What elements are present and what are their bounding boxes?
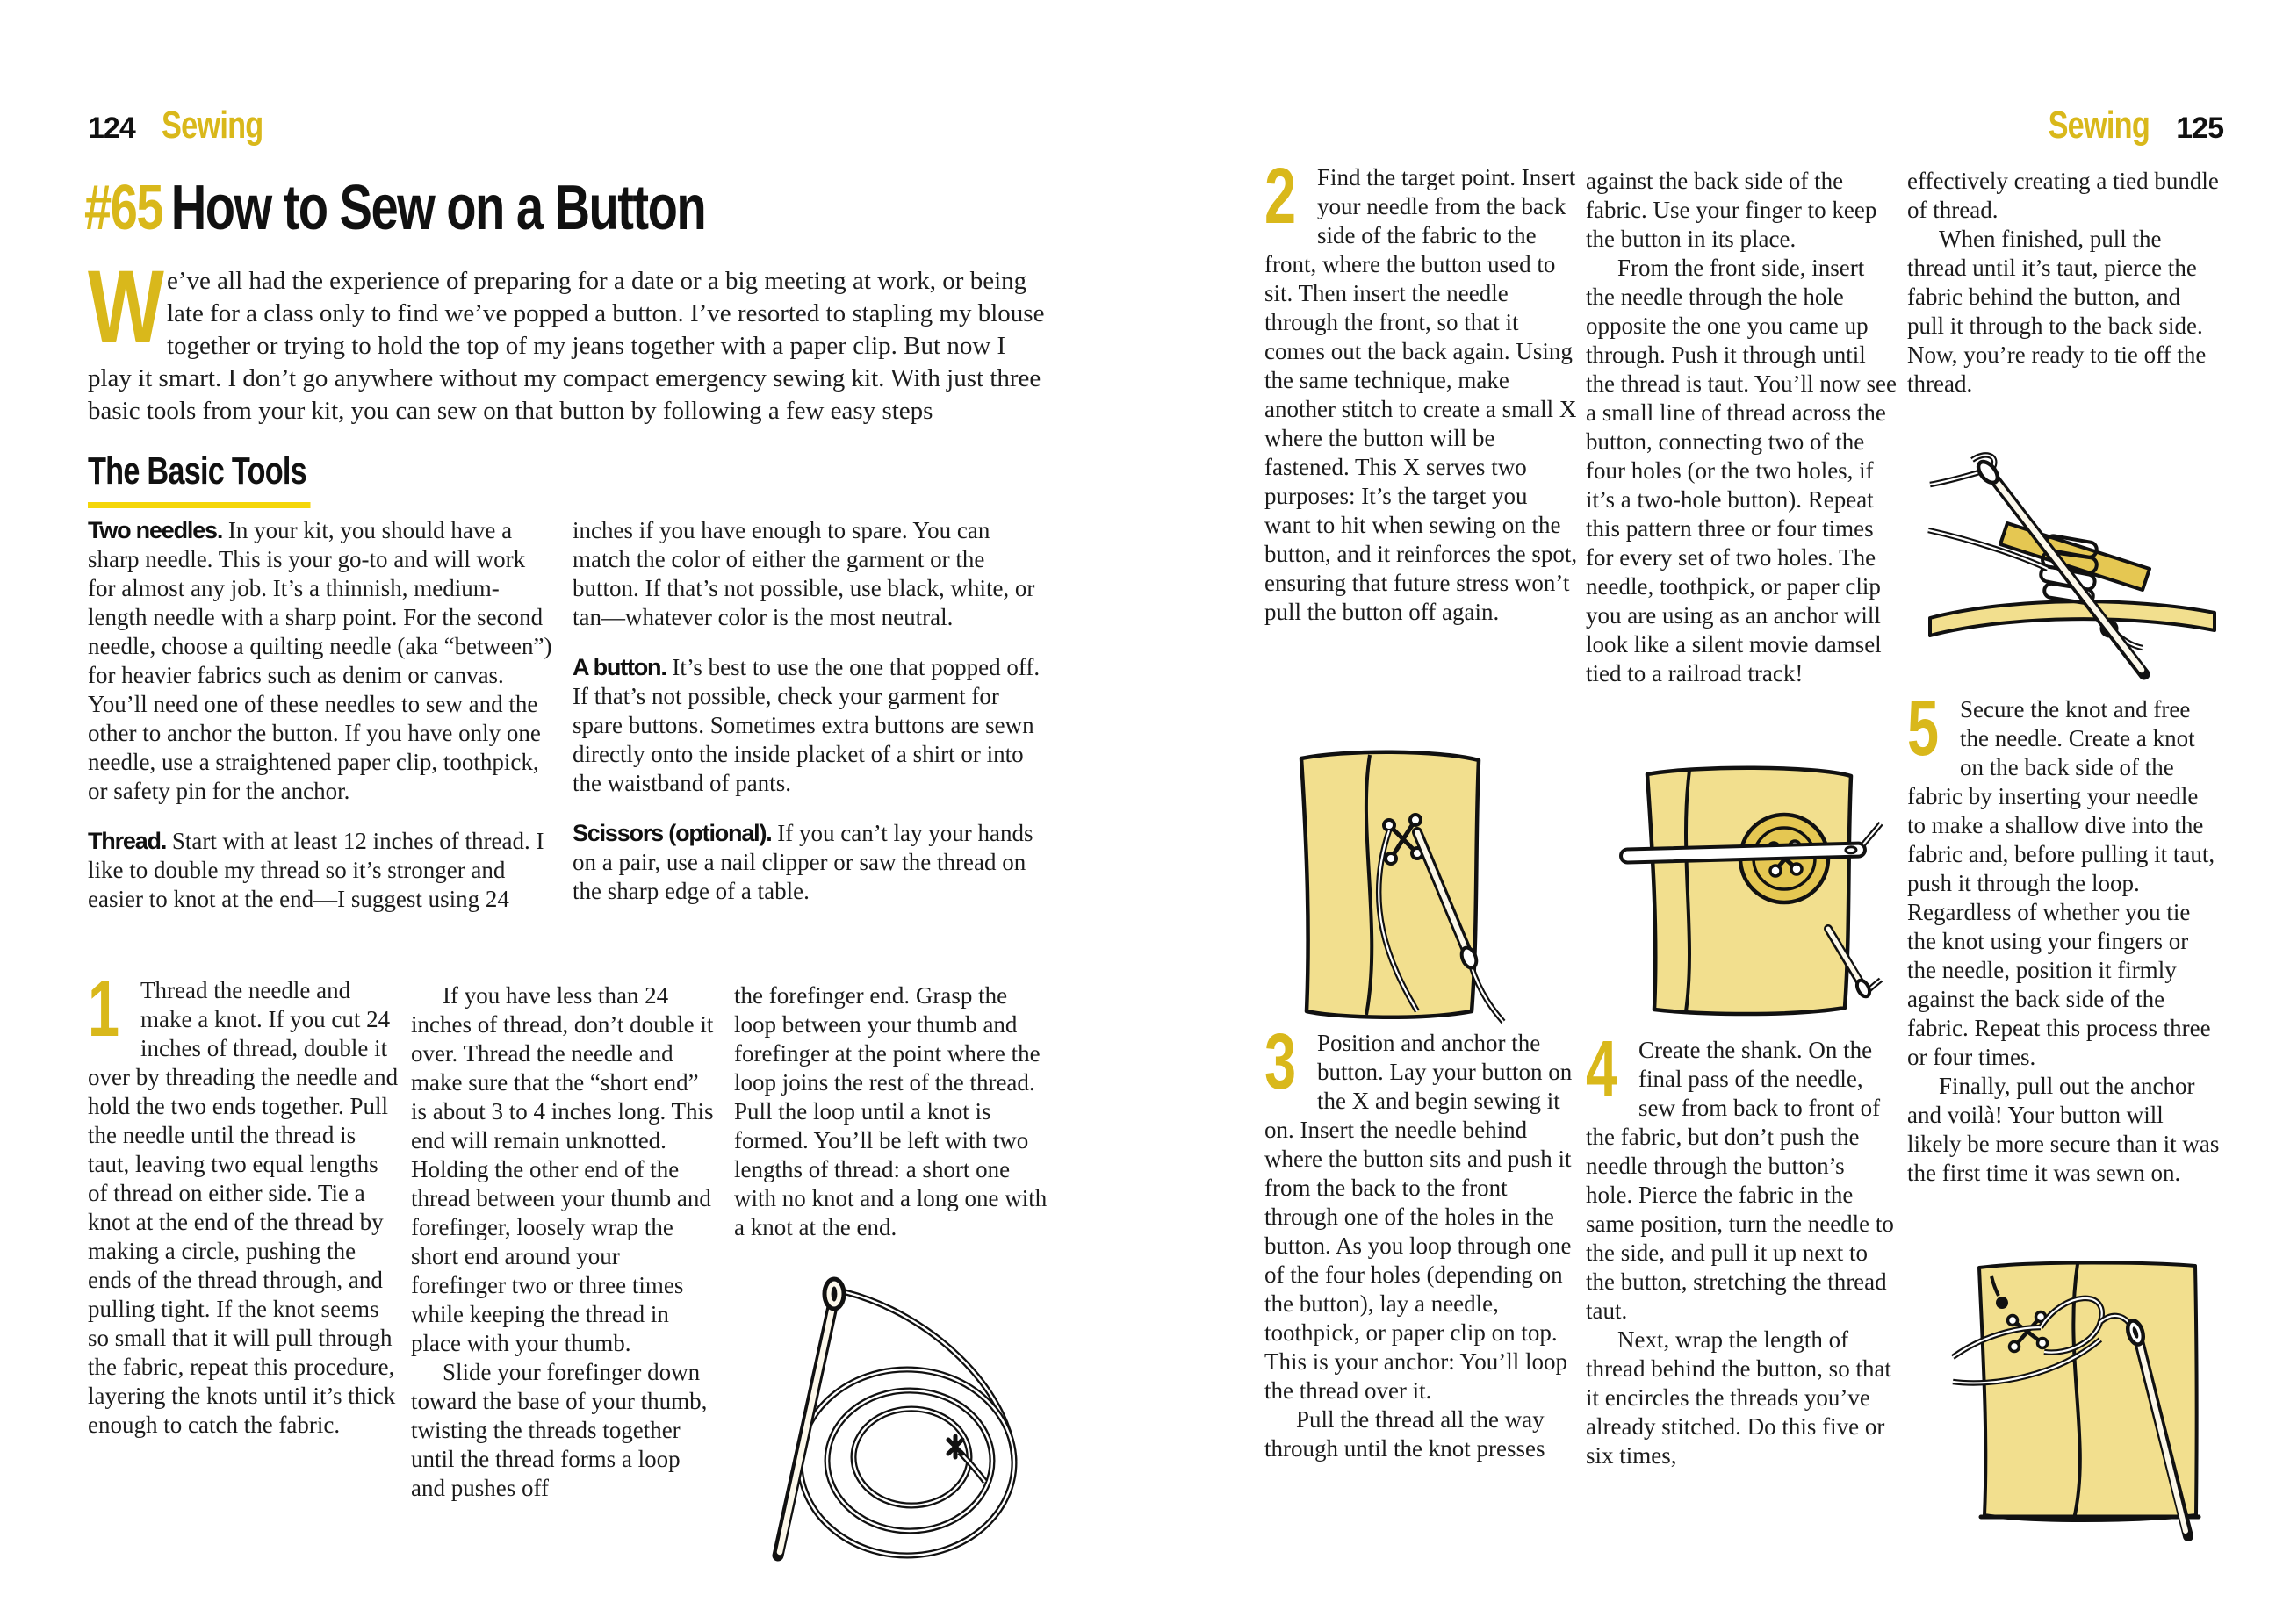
step1-col3-paragraph: the forefinger end. Grasp the loop between your thumb and forefinger at the point where the loop joins the rest of the thread. Pull the loop until a knot is formed. You’ll be left with two lengths of thread: a short one with no knot and a long one with a knot at the end. (734, 982, 1048, 1240)
tool-text-a-button: It’s best to use the one that popped off. If that’s not possible, check your garment for spare buttons. Sometimes extra buttons are sewn directly onto the inside placket of a shirt or into the waistband of pants. (573, 654, 1041, 796)
step4-paragraph-1 (1586, 1025, 1897, 1326)
fabric-swatch (1301, 752, 1479, 1017)
tools-column-2 (573, 516, 1048, 906)
step1-col2-paragraph-2: Slide your forefinger down toward the base of your thumb, twisting the threads together until the thread forms a loop and pushes off (411, 1359, 708, 1501)
tool-label-thread: Thread. (88, 828, 167, 854)
right-page-header (2020, 104, 2223, 147)
article-title-text: How to Sew on a Button (170, 173, 706, 243)
step3-cont-paragraph-2: From the front side, insert the needle through the hole opposite the one you came up through. Push it through until the thread is taut. You’ll now see a small line of thread across the button, connecting two of the four holes (or the two holes, if it’s a two-hole button). Repeat this pattern three or four times for every set of two holes. The needle, toothpick, or paper clip you are using as an anchor will look like a silent movie damsel tied to a railroad track! (1586, 255, 1897, 686)
step2-paragraph (1264, 153, 1579, 627)
fabric-button-anchor-illustration (1612, 757, 1881, 1020)
tool-text-two-needles: In your kit, you should have a sharp needle. This is your go-to and will work for almost any job. It’s a thinnish, medium-length needle with a sharp point. For the second needle, choose a quilting needle (aka “between”) for heavier fabrics such as denim or canvas. You’ll need one of these needles to sew and the other to anchor the button. If you have only one needle, use a straightened paper clip, toothpick, or safety pin for the anchor. (88, 517, 552, 804)
step4-column (1586, 1025, 1897, 1470)
step4-continued-column (1907, 167, 2222, 399)
step1-text: Thread the needle and make a knot. If you cut 24 inches of thread, double it over by threading the needle and hold the two ends together. Pull the needle until the thread is taut, leaving two equal lengths of thread on either side. Tie a knot at the end of the thread by making a circle, pushing the ends of the thread through, and pulling tight. If the knot seems so small that it will pull through the fabric, repeat this procedure, layering the knots until it’s thick enough to catch the fabric. (88, 977, 399, 1438)
step2-text: Find the target point. Insert your needle from the back side of the fabric to the front, where the button used to sit. Then insert the needle through the front, so that it comes out the back again. Using the same technique, make another stitch to create a small X where the button will be fastened. This X serves two purposes: It’s the target you want to hit when sewing on the button, and it reinforces the spot, ensuring that future stress won’t pull the button off again. (1264, 164, 1578, 625)
tool-two-needles (88, 516, 553, 806)
step5-text: Secure the knot and free the needle. Create a knot on the back side of the fabric by inserting your needle to make a shallow dive into the fabric and, before pulling it taut, push it through the loop. Regardless of whether you tie the knot using your fingers or the needle, position it firmly against the back side of the fabric. Repeat this process three or four times. (1907, 696, 2215, 1070)
needle-coil-illustration (746, 1266, 1054, 1577)
fabric-edge (1930, 601, 2215, 636)
back-knot-illustration (1949, 1254, 2223, 1557)
tool-thread (88, 827, 553, 914)
step1-col2-paragraph-1: If you have less than 24 inches of thread, don’t double it over. Thread the needle and make sure that the “short end” is about 3 to 4 inches long. This end will remain unknotted. Holding the other end of the thread between your thumb and forefinger, loosely wrap the short end around your forefinger two or three times while keeping the thread in place with your thumb. (411, 982, 714, 1356)
step4-text: Create the shank. On the final pass of the needle, sew from back to front of the fabric, but don’t push the needle through the button’s hole. Pierce the fabric in the same position, turn the needle to the side, and pull it up next to the button, stretching the thread taut. (1586, 1037, 1894, 1324)
tool-thread-continued: inches if you have enough to spare. You can match the color of either the garment or the button. If that’s not possible, use black, white, or tan—whatever color is the most neutral. (573, 517, 1035, 630)
step1-column-2 (411, 981, 715, 1503)
article-title (84, 172, 880, 244)
step4-cont-paragraph-2: When finished, pull the thread until it’s taut, pierce the fabric behind the button, and pull it through to the back side. Now, you’re ready to tie off the thread. (1907, 226, 2207, 397)
thread-knot (1996, 1297, 2008, 1309)
step4-cont-paragraph-1: effectively creating a tied bundle of thread. (1907, 168, 2219, 223)
fabric-x-stitch-illustration (1284, 746, 1496, 1025)
step1-column-1 (88, 966, 399, 1440)
step5-column (1907, 685, 2222, 1188)
step1-column-3 (734, 981, 1048, 1242)
step3-number: 3 (1264, 1018, 1297, 1106)
step5-paragraph-2: Finally, pull out the anchor and voilà! Your button will likely be more secure than it was the first time it was sewn on. (1907, 1073, 2220, 1186)
step3-text: Position and anchor the button. Lay your button on the X and begin sewing it on. Insert the needle behind where the button sits and push it from the back to the front through one of the holes in the button. As you loop through one of the four holes (depending on the button), lay a needle, toothpick, or paper clip on top. This is your anchor: You’ll loop the thread over it. (1264, 1030, 1573, 1404)
step3-paragraph-2: Pull the thread all the way through until the knot presses (1264, 1406, 1545, 1462)
tool-label-a-button: A button. (573, 654, 666, 680)
fabric-swatch (1647, 768, 1851, 1014)
step1-number: 1 (88, 966, 120, 1053)
thread-knot (948, 1436, 962, 1457)
left-section-label: Sewing (161, 104, 263, 147)
tool-label-scissors: Scissors (optional). (573, 820, 772, 846)
step3-continued-column (1586, 167, 1897, 688)
left-page-header (88, 104, 292, 147)
step5-number: 5 (1907, 685, 1940, 772)
left-folio: 124 (88, 111, 135, 145)
step4-number: 4 (1586, 1025, 1618, 1113)
tool-scissors (573, 819, 1048, 906)
needle (778, 1279, 844, 1556)
tools-heading-text: The Basic Tools (88, 449, 311, 508)
step5-paragraph-1 (1907, 685, 2222, 1072)
tool-text-thread: Start with at least 12 inches of thread. I like to double my thread so it’s stronger and easier to knot at the end—I suggest using 24 (88, 828, 544, 912)
intro-dropcap: W (88, 249, 164, 365)
tool-a-button (573, 653, 1048, 798)
tools-section-heading (88, 449, 373, 508)
shank-sideview-illustration (1923, 446, 2222, 696)
right-folio: 125 (2176, 111, 2223, 145)
tool-text-scissors: If you can’t lay your hands on a pair, use a nail clipper or saw the thread on the sharp edge of a table. (573, 820, 1033, 904)
step2-number: 2 (1264, 153, 1297, 241)
step3-cont-paragraph-1: against the back side of the fabric. Use your finger to keep the button in its place. (1586, 168, 1877, 252)
tools-column-1 (88, 516, 553, 914)
step2-column (1264, 153, 1579, 627)
step3-paragraph-1 (1264, 1018, 1579, 1405)
right-section-label: Sewing (2048, 104, 2150, 147)
fabric-swatch (1979, 1263, 2199, 1521)
step1-paragraph (88, 966, 399, 1440)
article-number: #65 (84, 173, 163, 243)
intro-text: e’ve all had the experience of preparing for a date or a big meeting at work, or being late for a class only to find we’ve popped a button. I’ve resorted to stapling my blouse together or trying to hold the top of my jeans together with a paper clip. But now I play it smart. I don’t go anywhere without my compact emergency sewing kit. With just three basic tools from your kit, you can sew on that button by following a few easy steps (88, 267, 1045, 425)
step3-column (1264, 1018, 1579, 1463)
tool-label-two-needles: Two needles. (88, 517, 223, 543)
intro-paragraph (88, 249, 1047, 428)
step4-paragraph-2: Next, wrap the length of thread behind the button, so that it encircles the threads you’ve already stitched. Do this five or six times, (1586, 1326, 1891, 1469)
